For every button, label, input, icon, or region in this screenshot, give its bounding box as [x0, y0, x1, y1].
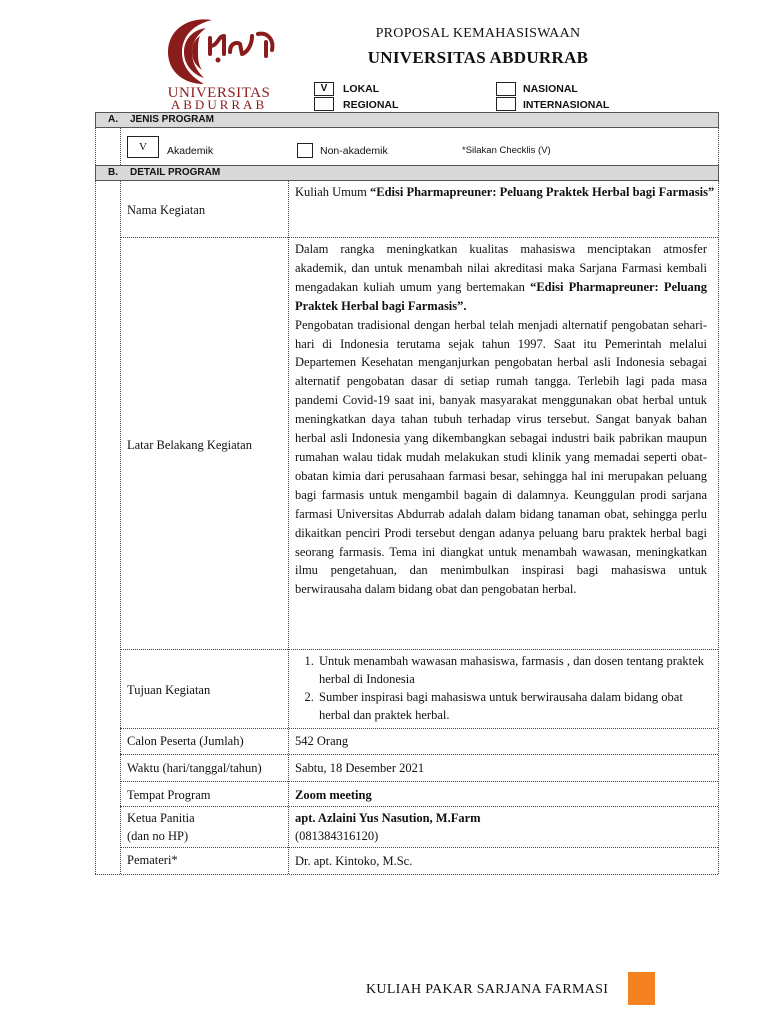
- row-divider: [120, 847, 718, 848]
- list-item: 2. Sumber inspirasi bagi mahasiswa untuk berwirausaha dalam bidang obat herbal dan praktek herbal.: [317, 688, 709, 724]
- lokal-checkbox[interactable]: V: [314, 82, 334, 96]
- section-a-inner-border: [120, 128, 121, 165]
- nama-kegiatan-title: “Edisi Pharmapreuner: Peluang Praktek Herbal bagi Farmasis”: [370, 185, 715, 199]
- section-a-letter: A.: [108, 114, 118, 125]
- akademik-checkbox[interactable]: V: [127, 136, 159, 158]
- akademik-label: Akademik: [167, 145, 214, 157]
- section-a-title: JENIS PROGRAM: [130, 114, 214, 125]
- table-right-border: [718, 181, 719, 874]
- pemateri-value: Dr. apt. Kintoko, M.Sc.: [295, 854, 413, 868]
- calon-peserta-label: Calon Peserta (Jumlah): [127, 734, 244, 748]
- pemateri-label: Pemateri*: [127, 853, 178, 867]
- table-left-border: [95, 181, 96, 874]
- proposal-subtitle: PROPOSAL KEMAHASISWAAN: [375, 26, 581, 41]
- latar-belakang-body: Pengobatan tradisional dengan herbal telah menjadi alternatif pengobatan sehari-hari di Indonesia terutama sejak tahun 1997. Saat itu Pemerintah melalui Departemen Kesehatan menganjurkan pengobatan herbal asli Indonesia sebagai alternatif pengobatan dasar di setiap rumah tangga. Terlebih lagi pada masa pandemi Covid-19 saat ini, banyak masyarakat menggunakan obat herbal untuk meningkatkan daya tahan tubuh terhadap virus tersebut. Sangat banyak bahan herbal asli Indonesia yang dikembangkan sebagai industri baik pabrikan maupun rumahan walau tidak mudah melakukan studi klinik yang memadai seperti obat-obatan kimia dari perusahaan farmasi besar, sehingga hal ini merupakan peluang bagi farmasis untuk mengambil bagain di dalamnya. Keunggulan prodi sarjana farmasi Universitas Abdurrab adalah dalam bidang tanaman obat, sehingga perlu dikaitkan penciri Prodi tersebut dengan adanya peluang baru praktek herbal bagi seorang farmasis. Tema ini diangkat untuk menambah wawasan, meningkatkan ilmu pengetahuan, dan menimbulkan inspirasi bagi mahasiswa untuk berwirausaha dalam bidang obat dan pengobatan herbal.: [295, 317, 707, 597]
- row-divider: [120, 754, 718, 755]
- latar-belakang-value: [295, 240, 707, 599]
- nasional-checkbox[interactable]: [496, 82, 516, 96]
- footer-text: KULIAH PAKAR SARJANA FARMASI: [366, 982, 609, 997]
- tempat-program-value: Zoom meeting: [295, 788, 372, 802]
- list-item: 1. Untuk menambah wawasan mahasiswa, farmasis , dan dosen tentang praktek herbal di Indonesia: [317, 652, 709, 688]
- section-a-left-border: [95, 128, 96, 165]
- table-number-column-border: [120, 181, 121, 874]
- tujuan-kegiatan-label: Tujuan Kegiatan: [127, 683, 211, 697]
- row-divider: [120, 781, 718, 782]
- university-title: UNIVERSITAS ABDURRAB: [367, 48, 589, 67]
- section-a-right-border: [718, 128, 719, 165]
- section-b-letter: B.: [108, 167, 118, 178]
- ketua-panitia-sublabel: (dan no HP): [127, 829, 189, 843]
- jenis-program-note: *Silakan Checklis (V): [462, 145, 551, 156]
- waktu-label: Waktu (hari/tanggal/tahun): [127, 761, 262, 775]
- row-divider: [120, 649, 718, 650]
- nama-kegiatan-label: Nama Kegiatan: [127, 203, 206, 217]
- logo-text-abdurrab: ABDURRAB: [170, 97, 268, 112]
- regional-checkbox[interactable]: [314, 97, 334, 111]
- nasional-label: NASIONAL: [523, 83, 578, 95]
- row-divider: [120, 806, 718, 807]
- latar-belakang-label: Latar Belakang Kegiatan: [127, 438, 252, 452]
- logo-text-universitas: UNIVERSITAS: [167, 85, 271, 101]
- tempat-program-label: Tempat Program: [127, 788, 211, 802]
- nama-kegiatan-value: [295, 183, 715, 202]
- internasional-label: INTERNASIONAL: [523, 99, 610, 111]
- latar-belakang-intro: Dalam rangka meningkatkan kualitas mahasiswa menciptakan atmosfer akademik, dan untuk menambah nilai akreditasi maka Sarjana Farmasi kembali mengadakan kuliah umum yang bertemakan: [295, 242, 707, 294]
- nama-kegiatan-prefix: Kuliah Umum: [295, 185, 370, 199]
- ketua-panitia-name: apt. Azlaini Yus Nasution, M.Farm: [295, 811, 481, 825]
- row-divider: [120, 728, 718, 729]
- table-label-column-border: [288, 181, 289, 874]
- ketua-panitia-label: Ketua Panitia: [127, 811, 195, 825]
- waktu-value: Sabtu, 18 Desember 2021: [295, 761, 425, 775]
- section-b-title: DETAIL PROGRAM: [130, 167, 221, 178]
- section-a-bar: [95, 112, 719, 128]
- row-divider: [120, 237, 718, 238]
- table-bottom-border: [95, 874, 718, 875]
- latar-belakang-theme: “Edisi Pharmapreuner: Peluang Praktek Herbal bagi Farmasis”.: [295, 279, 707, 313]
- non-akademik-checkbox[interactable]: [297, 143, 313, 158]
- non-akademik-label: Non-akademik: [320, 145, 388, 157]
- regional-label: REGIONAL: [343, 99, 399, 111]
- internasional-checkbox[interactable]: [496, 97, 516, 111]
- ketua-panitia-phone: (081384316120): [295, 829, 379, 843]
- lokal-label: LOKAL: [343, 83, 380, 95]
- section-b-bar: [95, 165, 719, 181]
- calon-peserta-value: 542 Orang: [295, 734, 349, 748]
- footer-accent-box: [628, 972, 655, 1005]
- tujuan-kegiatan-list: [295, 652, 709, 724]
